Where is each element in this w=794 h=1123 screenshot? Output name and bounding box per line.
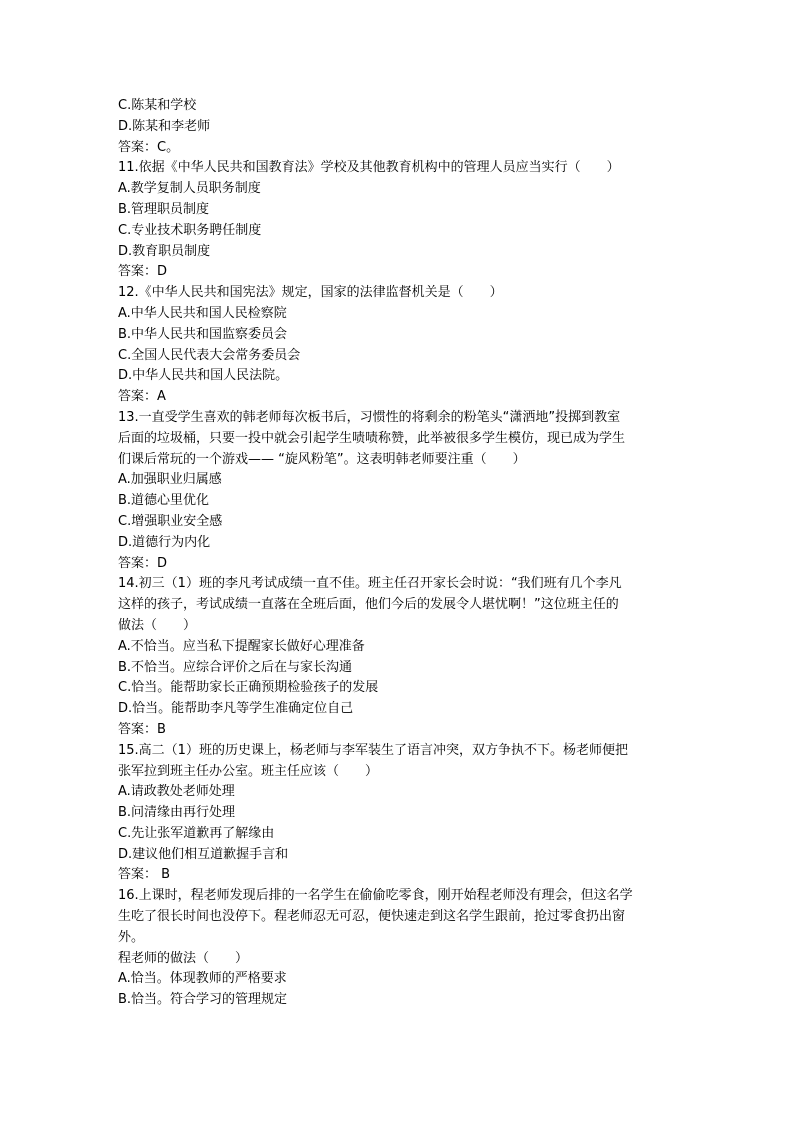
answer-q14: 答案：B — [118, 721, 166, 737]
question-16-prompt: 程老师的做法（ ） — [118, 950, 249, 966]
option-c-q12: C.全国人民代表大会常务委员会 — [118, 347, 301, 363]
question-16-line-2: 生吃了很长时间也没停下。程老师忍无可忍，便快速走到这名学生跟前，抢过零食扔出窗 — [118, 909, 626, 925]
option-d-q15: D.建议他们相互道歉握手言和 — [118, 846, 289, 862]
option-d-q11: D.教育职员制度 — [118, 243, 211, 259]
option-c-q13: C.增强职业安全感 — [118, 513, 223, 529]
question-16-line-3: 外。 — [118, 929, 145, 945]
option-a-q14: A.不恰当。应当私下提醒家长做好心理准备 — [118, 638, 365, 654]
question-13-line-3: 们课后常玩的一个游戏—— “旋风粉笔”。这表明韩老师要注重（ ） — [118, 451, 526, 467]
question-13-line-1: 13.一直受学生喜欢的韩老师每次板书后，习惯性的将剩余的粉笔头“潇洒地”投掷到教室 — [118, 409, 621, 425]
option-c-q11: C.专业技术职务聘任制度 — [118, 222, 262, 238]
answer-q10: 答案：C。 — [118, 139, 180, 155]
question-14-line-3: 做法（ ） — [118, 617, 197, 633]
question-15-line-1: 15.高二（1）班的历史课上，杨老师与李军装生了语言冲突，双方争执不下。杨老师便把 — [118, 742, 628, 758]
question-12: 12.《中华人民共和国宪法》规定，国家的法律监督机关是（ ） — [118, 285, 503, 301]
option-a-q12: A.中华人民共和国人民检察院 — [118, 305, 287, 321]
option-c-q15: C.先让张军道歉再了解缘由 — [118, 825, 275, 841]
answer-q15: 答案： B — [118, 867, 171, 883]
answer-q12: 答案：A — [118, 389, 166, 405]
option-b-q12: B.中华人民共和国监察委员会 — [118, 326, 288, 342]
document-page — [118, 96, 678, 1011]
option-d-q12: D.中华人民共和国人民法院。 — [118, 368, 289, 384]
option-b-q16: B.恰当。符合学习的管理规定 — [118, 992, 288, 1008]
question-14-line-2: 这样的孩子，考试成绩一直落在全班后面，他们今后的发展令人堪忧啊！”这位班主任的 — [118, 597, 619, 613]
option-a-q15: A.请政教处老师处理 — [118, 784, 235, 800]
option-d-q13: D.道德行为内化 — [118, 534, 211, 550]
option-c-q10: C.陈某和学校 — [118, 98, 197, 113]
option-d-q14: D.恰当。能帮助李凡等学生准确定位自己 — [118, 701, 354, 717]
question-11: 11.依据《中华人民共和国教育法》学校及其他教育机构中的管理人员应当实行（ ） — [118, 160, 620, 176]
option-a-q11: A.教学复制人员职务制度 — [118, 181, 261, 197]
question-15-line-2: 张军拉到班主任办公室。班主任应该（ ） — [118, 763, 379, 779]
question-13-line-2: 后面的垃圾桶，只要一投中就会引起学生啧啧称赞，此举被很多学生模仿，现已成为学生 — [118, 430, 626, 446]
option-c-q14: C.恰当。能帮助家长正确预期检验孩子的发展 — [118, 680, 379, 696]
option-b-q14: B.不恰当。应综合评价之后在与家长沟通 — [118, 659, 353, 675]
question-14-line-1: 14.初三（1）班的李凡考试成绩一直不佳。班主任召开家长会时说：“我们班有几个李凡 — [118, 576, 622, 592]
option-a-q13: A.加强职业归属感 — [118, 472, 222, 488]
option-a-q16: A.恰当。体现教师的严格要求 — [118, 971, 287, 987]
option-d-q10: D.陈某和李老师 — [118, 118, 211, 134]
option-b-q13: B.道德心里优化 — [118, 493, 210, 509]
answer-q11: 答案：D — [118, 264, 168, 280]
option-b-q11: B.管理职员制度 — [118, 201, 210, 217]
question-16-line-1: 16.上课时，程老师发现后排的一名学生在偷偷吃零食，刚开始程老师没有理会，但这名学 — [118, 888, 633, 904]
option-b-q15: B.问清缘由再行处理 — [118, 805, 236, 821]
answer-q13: 答案：D — [118, 555, 168, 571]
